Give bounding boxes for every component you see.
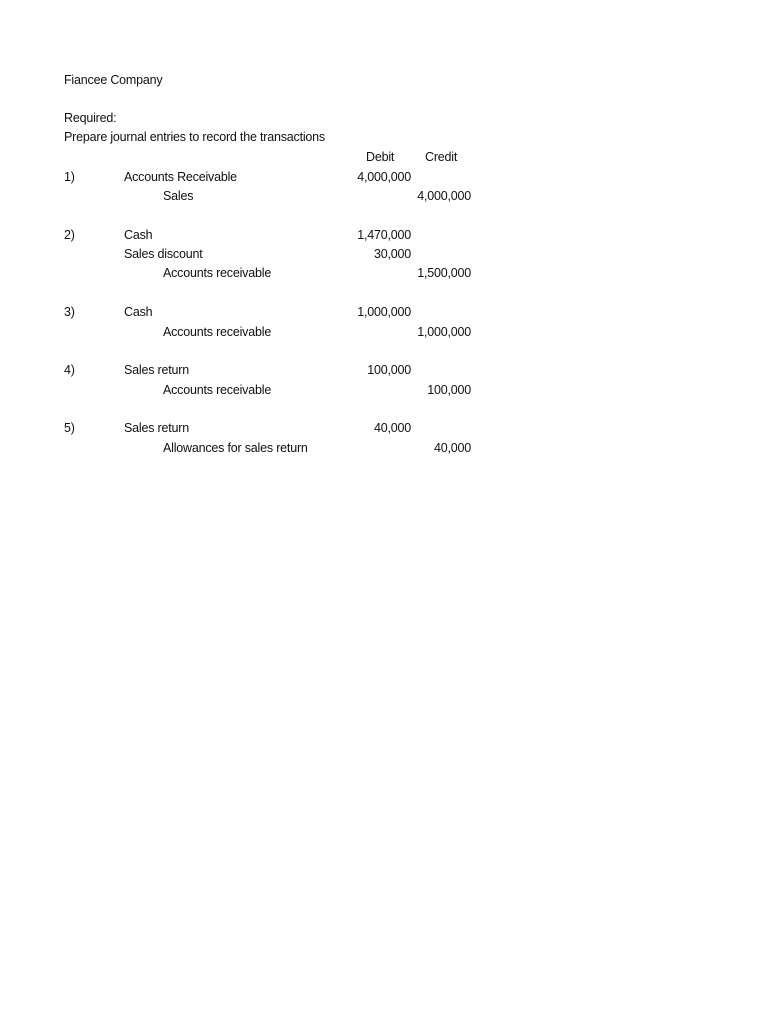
credit-amount: 1,000,000 [417,325,471,339]
credit-column-header: Credit [425,150,458,164]
credit-account: Sales [163,189,194,203]
credit-account: Accounts receivable [163,383,272,397]
debit-account: Accounts Receivable [124,170,237,184]
debit-account: Cash [124,228,153,242]
credit-amount: 1,500,000 [417,266,471,280]
debit-amount: 1,470,000 [357,228,411,242]
debit-amount: 100,000 [367,363,411,377]
debit-account: Cash [124,305,153,319]
required-label: Required: [64,111,117,125]
debit-amount: 1,000,000 [357,305,411,319]
credit-account: Accounts receivable [163,325,272,339]
company-name: Fiancee Company [64,73,163,87]
entry-number: 3) [64,305,75,319]
credit-amount: 4,000,000 [417,189,471,203]
entry-number: 4) [64,363,75,377]
entry-number: 1) [64,170,75,184]
debit-column-header: Debit [366,150,395,164]
credit-account: Accounts receivable [163,266,272,280]
debit-account: Sales return [124,421,189,435]
debit-account: Sales discount [124,247,203,261]
debit-amount: 4,000,000 [357,170,411,184]
credit-amount: 100,000 [427,383,471,397]
credit-amount: 40,000 [433,441,471,455]
credit-account: Allowances for sales return [163,441,308,455]
entry-number: 2) [64,228,75,242]
debit-amount: 40,000 [373,421,411,435]
instruction-text: Prepare journal entries to record the transactions [64,130,325,144]
entry-number: 5) [64,421,75,435]
debit-amount: 30,000 [373,247,411,261]
debit-account: Sales return [124,363,189,377]
